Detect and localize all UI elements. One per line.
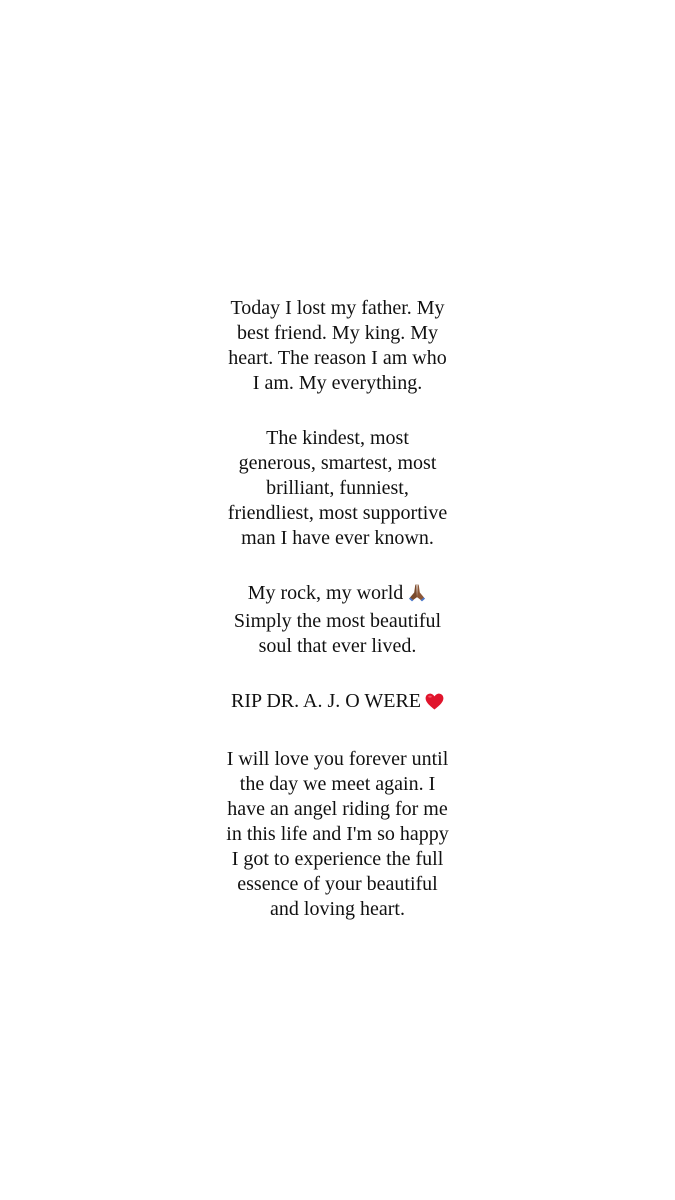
text-line: brilliant, funniest, — [266, 477, 409, 499]
paragraph-qualities — [198, 426, 478, 551]
text-line: have an angel riding for me — [227, 798, 448, 820]
text-line: I am. My everything. — [252, 372, 423, 394]
text-line: generous, smartest, most — [238, 452, 437, 474]
paragraph-rock — [198, 581, 478, 659]
text-line — [198, 689, 478, 717]
text-line: and loving heart. — [270, 898, 405, 920]
text-line — [198, 581, 478, 609]
text-line: Today I lost my father. My — [230, 297, 445, 319]
paragraph-loss — [198, 296, 478, 396]
text-line: friendliest, most supportive — [227, 502, 448, 524]
text-line: essence of your beautiful — [237, 873, 438, 895]
text-line: in this life and I'm so happy — [226, 823, 449, 845]
text-line: I got to experience the full — [231, 848, 444, 870]
story-text — [0, 296, 675, 952]
text-line: best friend. My king. My — [236, 322, 439, 344]
text-line: soul that ever lived. — [258, 635, 417, 657]
red-heart-icon — [425, 692, 444, 717]
text-line-content: My rock, my world — [247, 582, 404, 604]
text-line: The kindest, most — [266, 427, 409, 449]
text-line: I will love you forever until — [226, 748, 449, 770]
paragraph-forever — [198, 747, 478, 922]
text-line: the day we meet again. I — [239, 773, 436, 795]
text-line: man I have ever known. — [241, 527, 434, 549]
text-line: Simply the most beautiful — [233, 610, 442, 632]
rip-text: RIP DR. A. J. O WERE — [230, 690, 422, 712]
text-line: heart. The reason I am who — [228, 347, 447, 369]
praying-hands-icon — [407, 582, 427, 609]
paragraph-rip — [198, 689, 478, 717]
